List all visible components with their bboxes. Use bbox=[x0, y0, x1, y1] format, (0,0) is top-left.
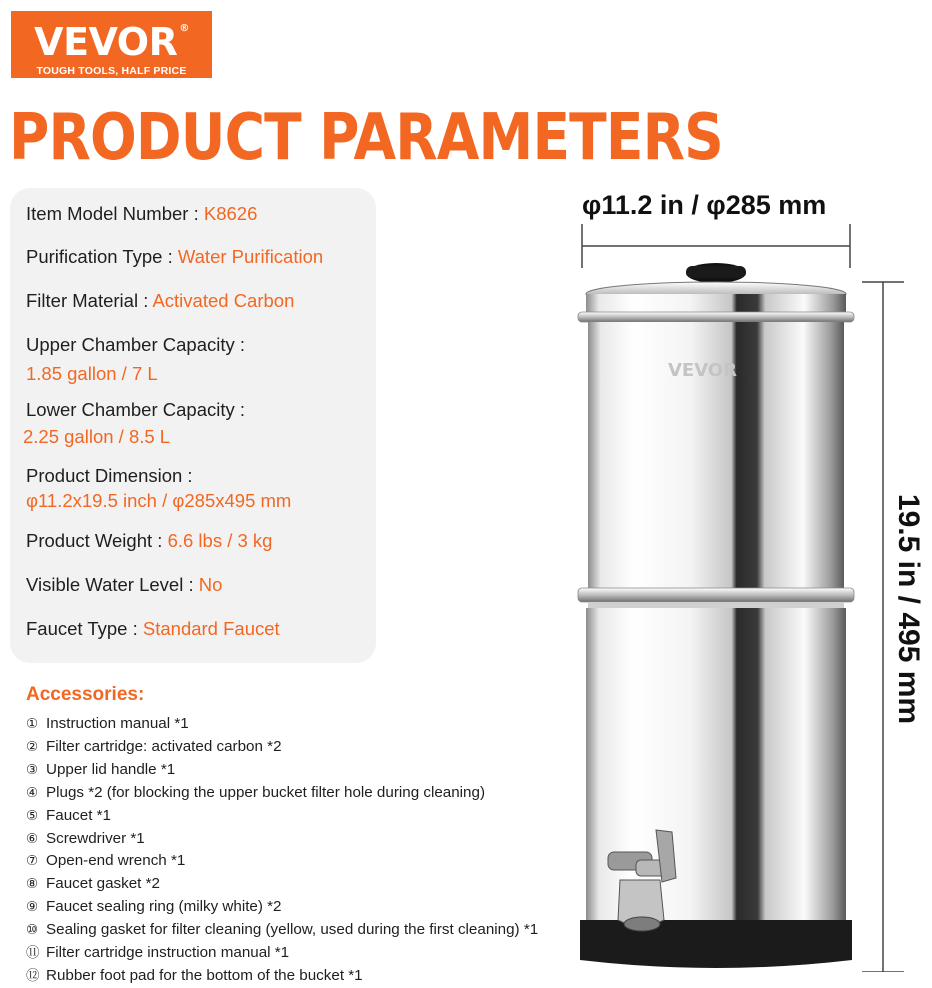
param-value: Standard Faucet bbox=[142, 618, 280, 639]
param-purification-type bbox=[26, 245, 323, 269]
param-lower-chamber-value: 2.25 gallon / 8.5 L bbox=[23, 426, 171, 447]
param-value: No bbox=[198, 574, 223, 595]
accessory-item bbox=[26, 828, 538, 851]
accessory-item bbox=[26, 873, 538, 896]
param-label: Upper Chamber Capacity : bbox=[26, 334, 246, 355]
param-label: Item Model Number : bbox=[26, 203, 199, 224]
accessory-text: Plugs *2 (for blocking the upper bucket filter hole during cleaning) bbox=[46, 783, 486, 801]
accessory-number: ② bbox=[26, 738, 39, 755]
accessory-text: Screwdriver *1 bbox=[46, 829, 145, 847]
accessory-item bbox=[26, 736, 538, 759]
accessory-text: Filter cartridge: activated carbon *2 bbox=[46, 737, 282, 755]
accessory-text: Faucet gasket *2 bbox=[46, 875, 160, 893]
param-lower-chamber-label bbox=[26, 398, 245, 422]
accessory-number: ⑪ bbox=[26, 945, 40, 962]
diameter-dimension-line bbox=[582, 224, 850, 268]
param-value: Activated Carbon bbox=[152, 290, 295, 311]
accessory-number: ① bbox=[26, 716, 39, 732]
accessory-number: ⑫ bbox=[26, 967, 40, 984]
logo-brand: VEVOR ® bbox=[34, 20, 189, 64]
param-dimension-value: φ11.2x19.5 inch / φ285x495 mm bbox=[26, 490, 292, 511]
param-label: Purification Type : bbox=[26, 246, 173, 267]
param-model-number bbox=[26, 202, 257, 226]
accessory-text: Sealing gasket for filter cleaning (yellow, used during the first cleaning) *1 bbox=[46, 921, 539, 939]
accessory-item bbox=[26, 713, 538, 736]
param-upper-chamber-label bbox=[26, 333, 245, 357]
param-value: Water Purification bbox=[177, 246, 324, 267]
param-label: Visible Water Level : bbox=[26, 574, 194, 595]
accessories-list bbox=[26, 713, 538, 988]
accessory-text: Open-end wrench *1 bbox=[46, 852, 186, 870]
parameters-panel bbox=[10, 188, 376, 663]
accessory-item bbox=[26, 850, 538, 873]
accessory-item bbox=[26, 782, 538, 805]
param-label: Faucet Type : bbox=[26, 618, 138, 639]
param-dimension-label bbox=[26, 464, 193, 488]
accessory-number: ⑤ bbox=[26, 807, 39, 824]
product-brand-text: VEVOR bbox=[668, 360, 738, 381]
param-filter-material bbox=[26, 289, 294, 313]
height-label: 19.5 in / 495 mm bbox=[892, 493, 925, 725]
accessory-text: Rubber foot pad for the bottom of the bucket *1 bbox=[46, 966, 363, 984]
accessory-text: Upper lid handle *1 bbox=[46, 760, 176, 778]
water-filter-illustration bbox=[560, 220, 932, 972]
param-faucet-type bbox=[26, 617, 280, 641]
accessory-text: Filter cartridge instruction manual *1 bbox=[46, 944, 290, 962]
accessory-item bbox=[26, 942, 538, 965]
accessory-number: ⑩ bbox=[26, 922, 39, 939]
rubber-foot bbox=[580, 920, 852, 968]
param-label: Product Weight : bbox=[26, 530, 163, 551]
accessory-number: ④ bbox=[26, 784, 39, 801]
accessory-item bbox=[26, 965, 538, 988]
logo-tagline: TOUGH TOOLS, HALF PRICE bbox=[36, 65, 187, 77]
param-label: Filter Material : bbox=[26, 290, 149, 311]
param-label: Product Dimension : bbox=[26, 465, 193, 486]
accessory-text: Faucet *1 bbox=[46, 806, 112, 824]
accessory-item bbox=[26, 919, 538, 942]
accessory-item bbox=[26, 896, 538, 919]
vevor-logo bbox=[11, 11, 212, 78]
accessory-number: ③ bbox=[26, 761, 39, 778]
param-upper-chamber-value: 1.85 gallon / 7 L bbox=[26, 363, 158, 384]
accessory-item bbox=[26, 805, 538, 828]
param-water-level bbox=[26, 573, 222, 597]
accessory-number: ⑨ bbox=[26, 899, 39, 916]
param-value: K8626 bbox=[203, 203, 258, 224]
param-label: Lower Chamber Capacity : bbox=[26, 399, 246, 420]
diameter-label: φ11.2 in / φ285 mm bbox=[582, 190, 827, 220]
param-value: 6.6 lbs / 3 kg bbox=[167, 530, 273, 551]
accessory-number: ⑦ bbox=[26, 853, 39, 870]
accessories-title: Accessories: bbox=[26, 684, 145, 705]
accessory-number: ⑥ bbox=[26, 830, 39, 847]
accessory-item bbox=[26, 759, 538, 782]
accessory-number: ⑧ bbox=[26, 876, 39, 893]
height-dimension-line bbox=[862, 282, 904, 972]
lower-chamber bbox=[586, 608, 846, 924]
accessory-text: Faucet sealing ring (milky white) *2 bbox=[46, 898, 282, 916]
accessory-text: Instruction manual *1 bbox=[46, 715, 189, 732]
page-title: PRODUCT PARAMETERS bbox=[9, 101, 723, 175]
param-weight bbox=[26, 529, 272, 553]
